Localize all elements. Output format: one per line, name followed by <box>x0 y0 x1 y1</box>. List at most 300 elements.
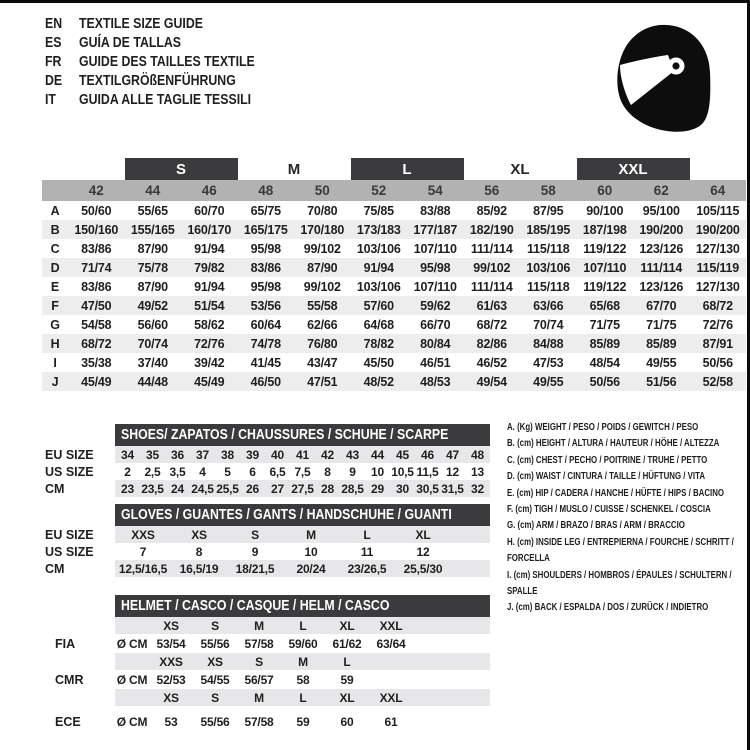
helmet-size-header: S <box>255 654 263 669</box>
size-value-cell: 51/56 <box>646 374 677 389</box>
size-value-cell: 83/86 <box>81 279 112 294</box>
size-group-xxl: XXL <box>577 158 690 180</box>
column-header: 60 <box>597 183 613 198</box>
helmet-unit-cell: Ø CM <box>116 636 148 651</box>
column-header: 58 <box>540 183 556 198</box>
subtable-value-cell: 44 <box>371 447 384 462</box>
subtable-value-cell: 23/26,5 <box>347 561 387 576</box>
helmet-value-cell: 55/56 <box>200 714 230 729</box>
size-value-cell: 57/60 <box>363 298 394 313</box>
size-value-cell: 45/49 <box>81 374 112 389</box>
size-value-cell: 54/58 <box>81 317 112 332</box>
column-band-spacer <box>42 180 68 201</box>
size-value-cell: 103/106 <box>526 260 571 275</box>
helmet-value-cell: 53 <box>164 714 178 729</box>
shoes-size-table <box>45 424 490 497</box>
size-value-cell: 48/53 <box>420 374 451 389</box>
table-row <box>42 239 746 258</box>
helmet-values-row <box>55 670 490 689</box>
legend-entry: I. (cm) SHOULDERS / HOMBROS / ÉPAULES / SCHULTERN / SPALLE <box>507 568 732 598</box>
language-code: FR <box>45 53 62 70</box>
size-value-cell: 70/74 <box>137 336 168 351</box>
subtable-value-cell: 2 <box>124 464 131 479</box>
helmet-size-header: S <box>211 618 219 633</box>
subtable-value-cell: 4 <box>199 464 206 479</box>
size-value-cell: 115/119 <box>696 260 739 275</box>
size-group-xl: XL <box>510 160 530 178</box>
size-value-cell: 105/115 <box>696 203 740 218</box>
size-value-cell: 49/55 <box>533 374 564 389</box>
size-value-cell: 44/48 <box>137 374 168 389</box>
subtable-row-label: EU SIZE <box>45 527 94 542</box>
subtable-row <box>45 560 490 577</box>
size-value-cell: 85/92 <box>476 203 507 218</box>
size-value-cell: 50/56 <box>589 374 620 389</box>
subtable-value-cell: 13 <box>471 464 484 479</box>
size-value-cell: 56/60 <box>137 317 168 332</box>
subtable-value-cell: 38 <box>221 447 234 462</box>
size-value-cell: 47/51 <box>307 374 338 389</box>
size-value-cell: 185/195 <box>526 222 571 237</box>
subtable-value-cell: 25,5 <box>216 481 239 496</box>
column-header: 50 <box>314 183 330 198</box>
size-value-cell: 91/94 <box>194 241 225 256</box>
subtable-value-cell: 7 <box>139 544 147 559</box>
size-value-cell: 49/55 <box>646 355 677 370</box>
table-row <box>42 258 746 277</box>
language-code: DE <box>45 72 63 89</box>
helmet-size-header: M <box>298 654 308 669</box>
size-value-cell: 58/62 <box>194 317 225 332</box>
subtable-value-cell: 23,5 <box>141 481 164 496</box>
size-value-cell: 80/84 <box>420 336 451 351</box>
size-value-cell: 150/160 <box>74 222 119 237</box>
size-value-cell: 119/122 <box>583 279 627 294</box>
measurement-legend <box>507 419 747 616</box>
subtable-value-cell: 7,5 <box>294 464 311 479</box>
size-value-cell: 71/75 <box>646 317 677 332</box>
subtable-value-cell: 37 <box>196 447 209 462</box>
helmet-value-cell: 52/53 <box>156 672 186 687</box>
size-value-cell: 67/70 <box>646 298 677 313</box>
size-value-cell: 76/80 <box>307 336 338 351</box>
subtable-value-cell: 41 <box>296 447 309 462</box>
subtable-value-cell: 6,5 <box>269 464 286 479</box>
size-value-cell: 45/50 <box>363 355 394 370</box>
size-value-cell: 62/66 <box>307 317 338 332</box>
column-header: 42 <box>88 183 104 198</box>
subtable-value-cell: 34 <box>121 447 134 462</box>
language-code: EN <box>45 15 63 32</box>
helmet-sizes-row <box>115 653 490 670</box>
size-value-cell: 107/110 <box>413 241 457 256</box>
legend-entry: F. (cm) TIGH / MUSLO / CUISSE / SCHENKEL / COSCIA <box>507 503 711 516</box>
size-value-cell: 65/68 <box>589 298 620 313</box>
size-value-cell: 55/58 <box>307 298 338 313</box>
gloves-size-table <box>45 504 490 577</box>
subtable-value-cell: 40 <box>271 447 284 462</box>
subtable-row-label: US SIZE <box>45 544 94 559</box>
subtable-value-cell: 10 <box>304 544 318 559</box>
size-value-cell: 85/89 <box>589 336 620 351</box>
size-value-cell: 85/89 <box>646 336 677 351</box>
size-value-cell: 127/130 <box>695 279 740 294</box>
size-value-cell: 55/65 <box>137 203 168 218</box>
size-value-cell: 63/66 <box>533 298 564 313</box>
size-value-cell: 43/47 <box>307 355 338 370</box>
helmet-size-header: XXS <box>159 654 183 669</box>
size-value-cell: 95/98 <box>250 241 281 256</box>
language-row <box>45 52 255 71</box>
helmet-size-header: M <box>254 690 264 705</box>
subtable-value-cell: 16,5/19 <box>179 561 219 576</box>
size-value-cell: 91/94 <box>363 260 394 275</box>
subtable-value-cell: 31,5 <box>441 481 464 496</box>
helmet-value-cell: 61 <box>384 714 398 729</box>
size-value-cell: 182/190 <box>469 222 514 237</box>
size-value-cell: 53/56 <box>250 298 281 313</box>
size-value-cell: 95/98 <box>420 260 451 275</box>
column-header: 54 <box>427 183 443 198</box>
size-value-cell: 72/76 <box>194 336 225 351</box>
subtable-row <box>45 526 490 543</box>
size-value-cell: 91/94 <box>194 279 225 294</box>
size-value-cell: 51/54 <box>194 298 225 313</box>
size-value-cell: 37/40 <box>137 355 168 370</box>
size-value-cell: 78/82 <box>363 336 394 351</box>
size-value-cell: 50/56 <box>702 355 733 370</box>
size-value-cell: 187/198 <box>582 222 627 237</box>
size-value-cell: 123/126 <box>639 241 684 256</box>
helmet-standard-label: ECE <box>55 714 81 729</box>
table-row <box>42 334 746 353</box>
shoes-table-header <box>115 424 490 446</box>
language-code: ES <box>45 34 62 51</box>
subtable-value-cell: 10 <box>371 464 384 479</box>
helmet-value-cell: 59 <box>296 714 310 729</box>
row-label: J <box>51 374 59 389</box>
size-value-cell: 61/63 <box>476 298 507 313</box>
language-title: GUIDA ALLE TAGLIE TESSILI <box>79 91 252 108</box>
helmet-value-cell: 59/60 <box>288 636 318 651</box>
size-value-cell: 190/200 <box>695 222 740 237</box>
table-row <box>42 353 746 372</box>
subtable-value-cell: 23 <box>121 481 134 496</box>
size-group-header-row <box>42 158 746 180</box>
size-value-cell: 123/126 <box>639 279 684 294</box>
helmet-size-header: XS <box>163 618 179 633</box>
size-value-cell: 46/52 <box>476 355 507 370</box>
subtable-value-cell: 25,5/30 <box>403 561 443 576</box>
helmet-size-header: XS <box>207 654 223 669</box>
language-row <box>45 14 255 33</box>
subtable-value-cell: 30,5 <box>416 481 439 496</box>
size-value-cell: 75/85 <box>363 203 394 218</box>
size-value-cell: 160/170 <box>187 222 232 237</box>
size-value-cell: 68/72 <box>81 336 112 351</box>
row-label: I <box>53 355 57 370</box>
row-label: C <box>50 241 60 256</box>
size-value-cell: 84/88 <box>533 336 564 351</box>
column-header: 64 <box>710 183 726 198</box>
subtable-value-cell: 2,5 <box>144 464 161 479</box>
language-title: GUÍA DE TALLAS <box>79 34 182 51</box>
subtable-value-cell: 5 <box>224 464 231 479</box>
column-header: 52 <box>371 183 387 198</box>
helmet-value-cell: 57/58 <box>244 636 274 651</box>
gloves-table-title: GLOVES / GUANTES / GANTS / HANDSCHUHE / GUANTI <box>121 507 452 523</box>
size-value-cell: 111/114 <box>470 241 513 256</box>
subtable-row-label: CM <box>45 481 65 496</box>
row-label: D <box>50 260 60 275</box>
helmet-value-cell: 58 <box>296 672 310 687</box>
size-value-cell: 103/106 <box>356 241 401 256</box>
size-value-cell: 83/86 <box>250 260 281 275</box>
size-value-cell: 155/165 <box>130 222 175 237</box>
size-value-cell: 87/95 <box>533 203 564 218</box>
size-value-cell: 177/187 <box>413 222 458 237</box>
size-value-cell: 49/54 <box>476 374 507 389</box>
subtable-value-cell: 24 <box>171 481 184 496</box>
size-value-cell: 74/78 <box>250 336 281 351</box>
language-code: IT <box>45 91 56 108</box>
subtable-value-cell: 27 <box>271 481 284 496</box>
subtable-row <box>45 446 490 463</box>
size-value-cell: 68/72 <box>702 298 733 313</box>
size-value-cell: 60/64 <box>250 317 281 332</box>
size-value-cell: 87/90 <box>137 279 168 294</box>
helmet-size-header: XL <box>339 618 355 633</box>
legend-entry: E. (cm) HIP / CADERA / HANCHE / HÜFTE / HIPS / BACINO <box>507 486 725 499</box>
helmet-standard-label: CMR <box>55 672 84 687</box>
language-title-block <box>45 14 255 109</box>
row-label: E <box>50 279 60 294</box>
helmet-size-header: XL <box>339 690 355 705</box>
size-value-cell: 47/53 <box>533 355 564 370</box>
helmet-size-header: S <box>211 690 219 705</box>
helmet-value-cell: 56/57 <box>244 672 274 687</box>
gloves-table-header <box>115 504 490 526</box>
subtable-value-cell: 39 <box>246 447 259 462</box>
subtable-value-cell: 43 <box>346 447 359 462</box>
subtable-value-cell: 27,5 <box>291 481 314 496</box>
size-value-cell: 70/80 <box>307 203 338 218</box>
size-value-cell: 68/72 <box>476 317 507 332</box>
size-value-cell: 83/86 <box>81 241 112 256</box>
subtable-row-label: CM <box>45 561 65 576</box>
helmet-values-row <box>55 712 490 731</box>
column-header: 56 <box>484 183 500 198</box>
size-value-cell: 48/54 <box>589 355 620 370</box>
helmet-sizes-row <box>115 617 490 634</box>
size-value-cell: 48/52 <box>363 374 394 389</box>
size-value-cell: 79/82 <box>194 260 225 275</box>
size-value-cell: 115/118 <box>527 279 570 294</box>
helmet-value-cell: 54/55 <box>200 672 230 687</box>
measurement-rows <box>42 201 746 391</box>
size-value-cell: 103/106 <box>356 279 401 294</box>
helmet-value-cell: 61/62 <box>332 636 362 651</box>
subtable-value-cell: 10,5 <box>391 464 414 479</box>
subtable-value-cell: L <box>363 527 371 542</box>
size-value-cell: 72/76 <box>702 317 733 332</box>
legend-entry: J. (cm) BACK / ESPALDA / DOS / ZURÜCK / INDIETRO <box>507 601 709 614</box>
subtable-value-cell: 20/24 <box>296 561 326 576</box>
subtable-row <box>45 463 490 480</box>
subtable-value-cell: 28,5 <box>341 481 364 496</box>
size-value-cell: 71/74 <box>81 260 112 275</box>
size-value-cell: 49/52 <box>137 298 168 313</box>
size-value-cell: 99/102 <box>303 241 341 256</box>
subtable-row <box>45 480 490 497</box>
size-group-l: L <box>351 158 464 180</box>
size-value-cell: 111/114 <box>640 260 683 275</box>
subtable-value-cell: 46 <box>421 447 434 462</box>
size-value-cell: 90/100 <box>586 203 624 218</box>
helmet-value-cell: 55/56 <box>200 636 230 651</box>
size-value-cell: 70/74 <box>533 317 564 332</box>
helmet-sizes-row <box>115 689 490 706</box>
helmet-size-header: XS <box>163 690 179 705</box>
language-row <box>45 33 255 52</box>
subtable-value-cell: 26 <box>246 481 259 496</box>
subtable-value-cell: S <box>251 527 259 542</box>
size-value-cell: 52/58 <box>702 374 733 389</box>
size-value-cell: 87/90 <box>307 260 338 275</box>
subtable-value-cell: 35 <box>146 447 159 462</box>
helmet-values-row <box>55 634 490 653</box>
column-header: 46 <box>201 183 217 198</box>
legend-entry: A. (Kg) WEIGHT / PESO / POIDS / GEWITCH / PESO <box>507 421 699 433</box>
subtable-value-cell: XXS <box>131 527 155 542</box>
helmet-value-cell: 59 <box>340 672 354 687</box>
subtable-value-cell: 9 <box>349 464 356 479</box>
subtable-value-cell: 42 <box>321 447 334 462</box>
row-label: A <box>50 203 60 218</box>
subtable-value-cell: 18/21,5 <box>235 561 275 576</box>
legend-entry: B. (cm) HEIGHT / ALTURA / HAUTEUR / HÖHE / ALTEZZA <box>507 437 720 450</box>
size-value-cell: 46/50 <box>250 374 281 389</box>
helmet-size-header: L <box>299 690 307 705</box>
helmet-size-table <box>55 595 490 731</box>
subtable-value-cell: 36 <box>171 447 184 462</box>
helmet-size-header: XXL <box>379 618 403 633</box>
subtable-value-cell: 45 <box>396 447 409 462</box>
table-row <box>42 220 746 239</box>
subtable-value-cell: XS <box>191 527 207 542</box>
subtable-value-cell: 9 <box>251 544 259 559</box>
helmet-table-title: HELMET / CASCO / CASQUE / HELM / CASCO <box>121 598 390 614</box>
size-value-cell: 165/175 <box>243 222 288 237</box>
size-value-cell: 83/88 <box>420 203 451 218</box>
size-value-cell: 65/75 <box>250 203 281 218</box>
shoes-table-title: SHOES/ ZAPATOS / CHAUSSURES / SCHUHE / SCARPE <box>121 427 449 443</box>
row-label: G <box>50 317 60 332</box>
subtable-value-cell: 28 <box>321 481 334 496</box>
size-value-cell: 64/68 <box>363 317 394 332</box>
size-value-cell: 87/91 <box>702 336 733 351</box>
helmet-icon <box>612 20 716 136</box>
row-label: F <box>51 298 59 313</box>
column-header: 48 <box>258 183 274 198</box>
subtable-value-cell: 8 <box>195 544 203 559</box>
size-value-cell: 60/70 <box>194 203 225 218</box>
table-row <box>42 372 746 391</box>
size-value-cell: 99/102 <box>303 279 341 294</box>
helmet-unit-cell: Ø CM <box>116 672 148 687</box>
column-header: 62 <box>653 183 669 198</box>
subtable-row <box>45 543 490 560</box>
page-top-border <box>0 0 750 3</box>
size-group-s: S <box>125 158 238 180</box>
size-value-cell: 111/114 <box>470 279 513 294</box>
size-value-cell: 99/102 <box>473 260 511 275</box>
size-value-cell: 66/70 <box>420 317 451 332</box>
size-value-cell: 45/49 <box>194 374 225 389</box>
language-title: TEXTILE SIZE GUIDE <box>79 15 203 32</box>
legend-entry: C. (cm) CHEST / PECHO / POITRINE / TRUHE / PETTO <box>507 453 708 466</box>
helmet-value-cell: 57/58 <box>244 714 274 729</box>
size-value-cell: 71/75 <box>589 317 620 332</box>
helmet-standard-label: FIA <box>55 636 76 651</box>
subtable-value-cell: 3,5 <box>169 464 186 479</box>
size-value-cell: 47/50 <box>81 298 112 313</box>
size-value-cell: 95/98 <box>250 279 281 294</box>
size-value-cell: 173/183 <box>356 222 401 237</box>
size-value-cell: 190/200 <box>639 222 684 237</box>
language-row <box>45 90 255 109</box>
size-group-m: M <box>287 160 301 178</box>
legend-entry: H. (cm) INSIDE LEG / ENTREPIERNA / FOURCHE / SCHRITT / FORCELLA <box>507 535 734 565</box>
legend-entry: G. (cm) ARM / BRAZO / BRAS / ARM / BRACCIO <box>507 519 685 532</box>
helmet-unit-cell: Ø CM <box>116 714 148 729</box>
size-value-cell: 127/130 <box>695 241 740 256</box>
column-header: 44 <box>145 183 161 198</box>
subtable-value-cell: 6 <box>249 464 256 479</box>
subtable-row-label: US SIZE <box>45 464 94 479</box>
subtable-value-cell: XL <box>415 527 431 542</box>
subtable-row-label: EU SIZE <box>45 447 94 462</box>
size-value-cell: 119/122 <box>583 241 627 256</box>
size-value-cell: 41/45 <box>250 355 281 370</box>
table-row <box>42 201 746 220</box>
size-number-header-row <box>42 180 746 201</box>
row-label: H <box>50 336 60 351</box>
helmet-size-header: L <box>343 654 351 669</box>
subtable-value-cell: 47 <box>446 447 459 462</box>
language-row <box>45 71 255 90</box>
table-row <box>42 277 746 296</box>
size-value-cell: 107/110 <box>413 279 457 294</box>
table-row <box>42 296 746 315</box>
row-label: B <box>50 222 60 237</box>
legend-entry: D. (cm) WAIST / CINTURA / TAILLE / HÜFTUNG / VITA <box>507 470 706 483</box>
subtable-value-cell: 12 <box>416 544 430 559</box>
size-value-cell: 95/100 <box>642 203 680 218</box>
size-value-cell: 87/90 <box>137 241 168 256</box>
subtable-value-cell: 24,5 <box>191 481 214 496</box>
size-value-cell: 46/51 <box>420 355 451 370</box>
language-title: TEXTILGRÖßENFÜHRUNG <box>79 72 236 89</box>
helmet-value-cell: 60 <box>340 714 354 729</box>
helmet-size-header: M <box>254 618 264 633</box>
subtable-value-cell: 48 <box>471 447 484 462</box>
size-value-cell: 82/86 <box>476 336 507 351</box>
size-value-cell: 35/38 <box>81 355 112 370</box>
size-value-cell: 59/62 <box>420 298 451 313</box>
textile-size-table <box>42 158 746 391</box>
size-value-cell: 75/78 <box>137 260 168 275</box>
